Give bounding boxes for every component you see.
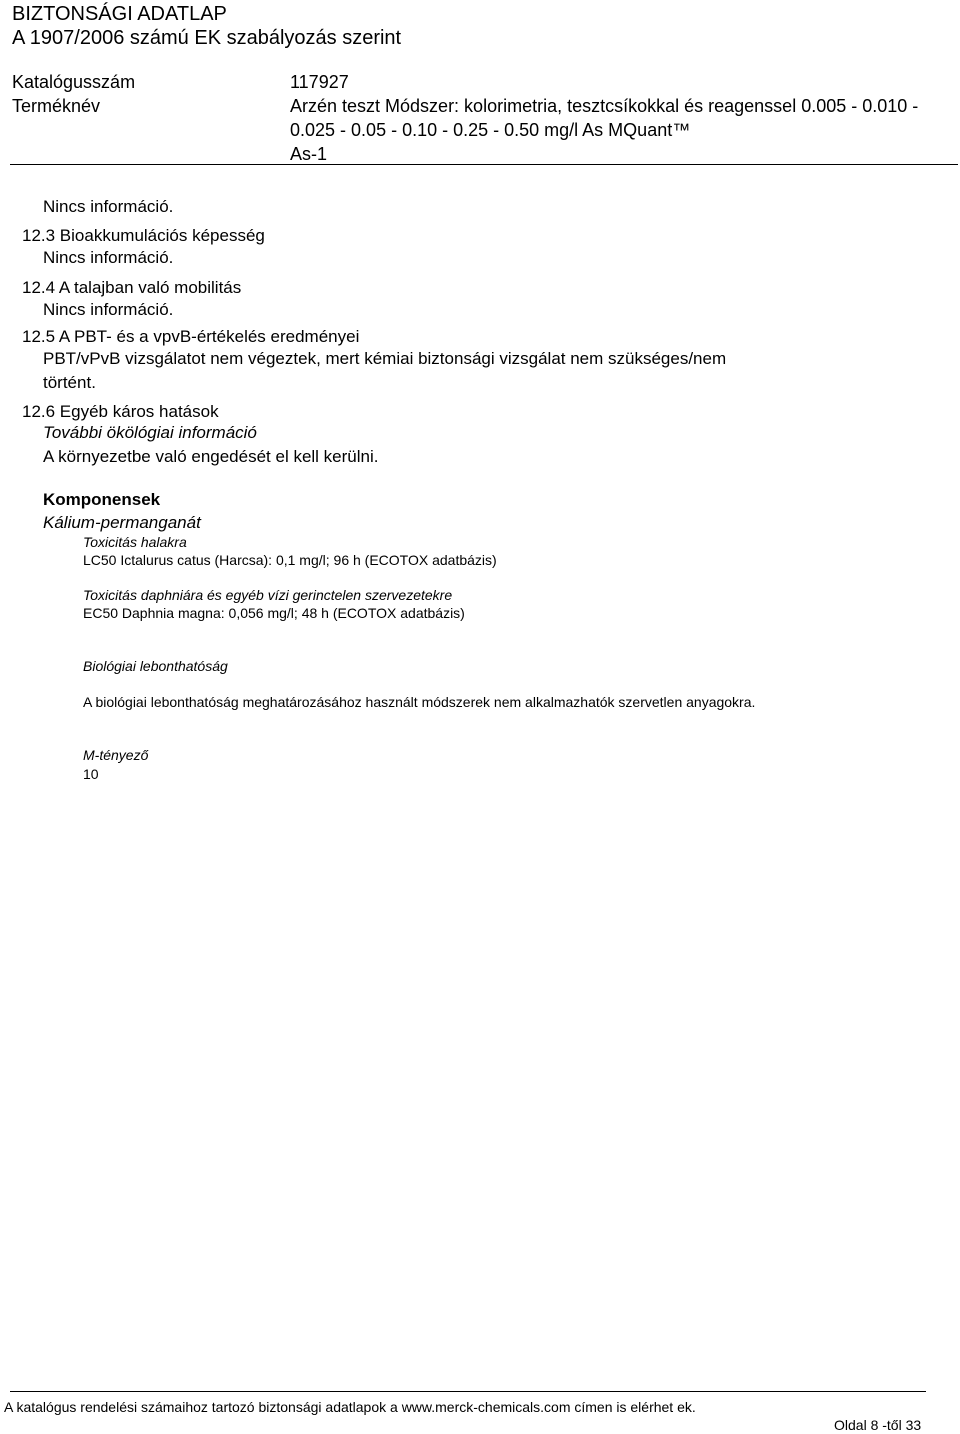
components-heading: Komponensek (43, 490, 161, 509)
s12-6-heading: 12.6 Egyéb káros hatások (22, 402, 219, 421)
daphnia-toxicity-label: Toxicitás daphniára és egyéb vízi gerinctelen szervezetekre (83, 587, 453, 603)
regulation-line: A 1907/2006 számú EK szabályozás szerint (12, 27, 402, 49)
product-value-line2: 0.025 - 0.05 - 0.10 - 0.25 - 0.50 mg/l As MQuant™ (290, 120, 691, 140)
s12-4-heading: 12.4 A talajban való mobilitás (22, 278, 242, 297)
s12-5-heading: 12.5 A PBT- és a vpvB-értékelés eredményei (22, 327, 360, 346)
page-number: Oldal 8 -től 33 (834, 1417, 922, 1433)
header-divider (10, 164, 958, 165)
fish-toxicity-value: LC50 Ictalurus catus (Harcsa): 0,1 mg/l; 96 h (ECOTOX adatbázis) (83, 552, 497, 568)
fish-toxicity-label: Toxicitás halakra (83, 534, 187, 550)
biodegradability-value: A biológiai lebonthatóság meghatározásához használt módszerek nem alkalmazhatók szervetlen anyagokra. (83, 694, 756, 710)
product-value-line3: As-1 (290, 144, 328, 164)
s12-3-text: Nincs információ. (43, 248, 174, 267)
s12-6-subheading: További ökölógiai információ (43, 423, 257, 442)
component-name: Kálium-permanganát (43, 513, 201, 532)
footer-divider (10, 1391, 926, 1392)
footer-note: A katalógus rendelési számaihoz tartozó biztonsági adatlapok a www.merck-chemicals.com címen is elérhet ek. (4, 1399, 696, 1415)
s12-4-text: Nincs információ. (43, 300, 174, 319)
product-label: Terméknév (12, 96, 101, 116)
s12-6-text: A környezetbe való engedését el kell kerülni. (43, 447, 379, 466)
biodegradability-label: Biológiai lebonthatóság (83, 658, 228, 674)
m-factor-value: 10 (83, 766, 99, 782)
m-factor-label: M-tényező (83, 747, 149, 763)
s12-5-text-line2: történt. (43, 373, 96, 392)
s12-3-heading: 12.3 Bioakkumulációs képesség (22, 226, 265, 245)
document-title: BIZTONSÁGI ADATLAP (12, 3, 227, 25)
s12-5-text-line1: PBT/vPvB vizsgálatot nem végeztek, mert kémiai biztonsági vizsgálat nem szükséges/nem (43, 349, 727, 368)
s12-2-text: Nincs információ. (43, 197, 174, 216)
catalog-value: 117927 (290, 72, 349, 92)
catalog-label: Katalógusszám (12, 72, 136, 92)
daphnia-toxicity-value: EC50 Daphnia magna: 0,056 mg/l; 48 h (ECOTOX adatbázis) (83, 605, 465, 621)
product-value-line1: Arzén teszt Módszer: kolorimetria, tesztcsíkokkal és reagenssel 0.005 - 0.010 - (290, 96, 919, 116)
